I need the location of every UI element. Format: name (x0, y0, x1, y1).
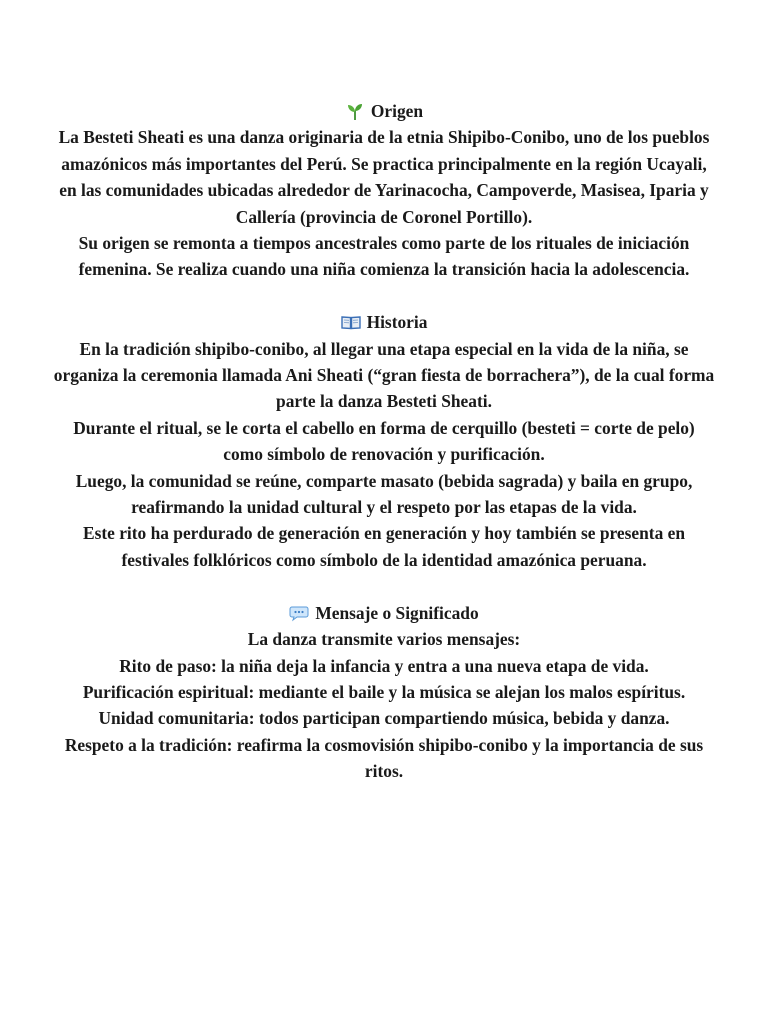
section-heading (52, 309, 716, 335)
section-paragraph: En la tradición shipibo-conibo, al llegar una etapa especial en la vida de la niña, se organiza la ceremonia llamada Ani Sheati (“gran fiesta de borrachera”), de la cual forma parte la danza Besteti Sheati. (53, 338, 715, 412)
section-paragraph: Rito de paso: la niña deja la infancia y entra a una nueva etapa de vida. (119, 655, 649, 676)
section-heading (52, 600, 716, 626)
open-book-icon (341, 312, 361, 332)
document-page (52, 98, 716, 785)
section-mensaje (52, 600, 716, 785)
section-paragraph: Unidad comunitaria: todos participan compartiendo música, bebida y danza. (98, 708, 670, 729)
section-paragraph: Durante el ritual, se le corta el cabello en forma de cerquillo (besteti = corte de pelo) como símbolo de renovación y purificación. (73, 417, 695, 465)
section-paragraph: Luego, la comunidad se reúne, comparte masato (bebida sagrada) y baila en grupo, reafirmando la unidad cultural y el respeto por las etapas de la vida. (75, 470, 693, 518)
seedling-icon (345, 101, 365, 121)
section-paragraph: La danza transmite varios mensajes: (247, 629, 521, 650)
section-historia (52, 309, 716, 573)
section-paragraph: Purificación espiritual: mediante el baile y la música se alejan los malos espíritus. (82, 681, 686, 702)
section-paragraph: Este rito ha perdurado de generación en generación y hoy también se presenta en festivales folklóricos como símbolo de la identidad amazónica peruana. (82, 523, 686, 570)
section-title: Mensaje o Significado (315, 602, 479, 623)
section-title: Historia (366, 312, 428, 333)
section-paragraph: La Besteti Sheati es una danza originaria de la etnia Shipibo-Conibo, uno de los pueblos amazónicos más importantes del Perú. Se practica principalmente en la región Ucayali, en las comunidades ubicadas alrededor de Yarinacocha, Campoverde, Masisea, Iparia y Callería (provincia de Coronel Portillo). (58, 127, 710, 227)
section-paragraph: Su origen se remonta a tiempos ancestrales como parte de los rituales de iniciación femenina. Se realiza cuando una niña comienza la transición hacia la adolescencia. (78, 233, 690, 280)
speech-bubble-icon (289, 603, 309, 623)
section-heading (52, 98, 716, 124)
section-title: Origen (370, 101, 424, 121)
section-origen (52, 98, 716, 283)
section-paragraph: Respeto a la tradición: reafirma la cosmovisión shipibo-conibo y la importancia de sus ritos. (64, 734, 704, 782)
